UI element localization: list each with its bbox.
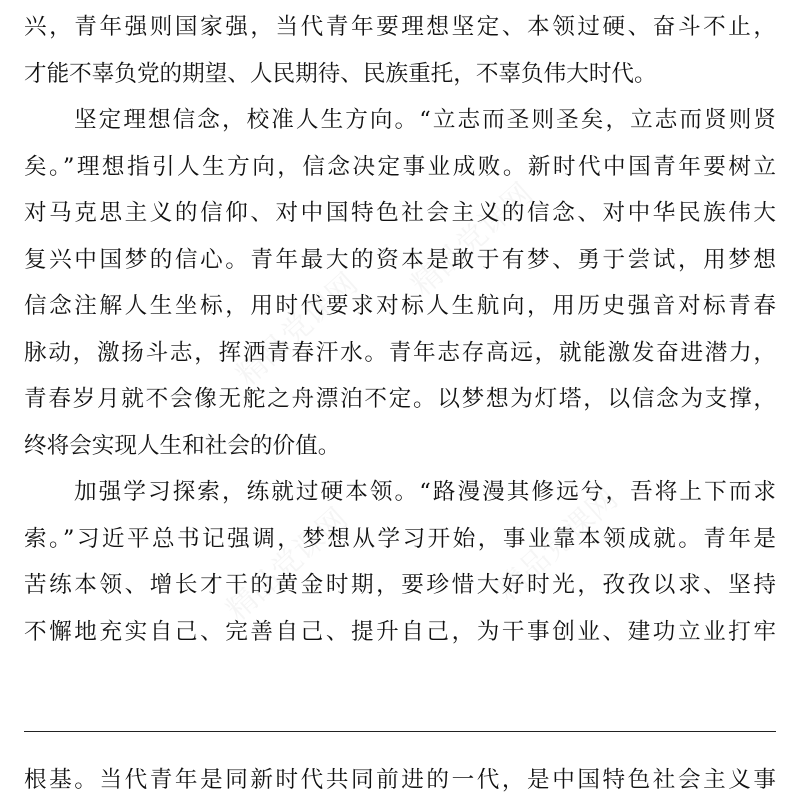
- text-line: 不懈地充实自己、完善自己、提升自己，为干事创业、建功立业打牢: [24, 618, 776, 645]
- text-line: 加强学习探索，练就过硬本领。“路漫漫其修远兮，吾将上下而求: [74, 479, 776, 505]
- text-line: 复兴中国梦的信心。青年最大的资本是敢于有梦、勇于尝试，用梦想: [24, 246, 776, 273]
- text-line: 脉动，激扬斗志，挥洒青春汗水。青年志存高远，就能激发奋进潜力，: [24, 339, 776, 366]
- paragraph: [24, 97, 776, 469]
- body-text: [24, 4, 776, 655]
- watermark: 精品党课网: [219, 501, 355, 628]
- text-line: 对马克思主义的信仰、对中国特色社会主义的信念、对中华民族伟大: [24, 200, 776, 226]
- text-line: 信念注解人生坐标，用时代要求对标人生航向，用历史强音对标青春: [24, 293, 776, 319]
- text-line: 根基。当代青年是同新时代共同前进的一代，是中国特色社会主义事: [24, 767, 776, 793]
- paragraph: [24, 469, 776, 655]
- text-line: 终将会实现人生和社会的价值。: [24, 432, 341, 459]
- text-line: 青春岁月就不会像无舵之舟漂泊不定。以梦想为灯塔，以信念为支撑，: [24, 386, 776, 412]
- watermark: 精品党课网: [489, 481, 625, 608]
- paragraph: [24, 4, 776, 97]
- text-line: 兴，青年强则国家强，当代青年要理想坚定、本领过硬、奋斗不止，: [24, 14, 776, 40]
- watermark: 精品党课网: [229, 266, 365, 393]
- text-line: 才能不辜负党的期望、人民期待、民族重托，不辜负伟大时代。: [24, 60, 657, 87]
- text-line: 索。”习近平总书记强调，梦想从学习开始，事业靠本领成就。青年是: [24, 525, 776, 552]
- page-divider: [24, 731, 776, 732]
- text-line: 矣。”理想指引人生方向，信念决定事业成败。新时代中国青年要树立: [24, 153, 776, 180]
- text-line: 坚定理想信念，校准人生方向。“立志而圣则圣矣，立志而贤则贤: [74, 107, 776, 133]
- text-line: 苦练本领、增长才干的黄金时期，要珍惜大好时光，孜孜以求、坚持: [24, 572, 776, 598]
- watermark: 精品党课网: [404, 176, 540, 303]
- footer-text: [24, 757, 776, 804]
